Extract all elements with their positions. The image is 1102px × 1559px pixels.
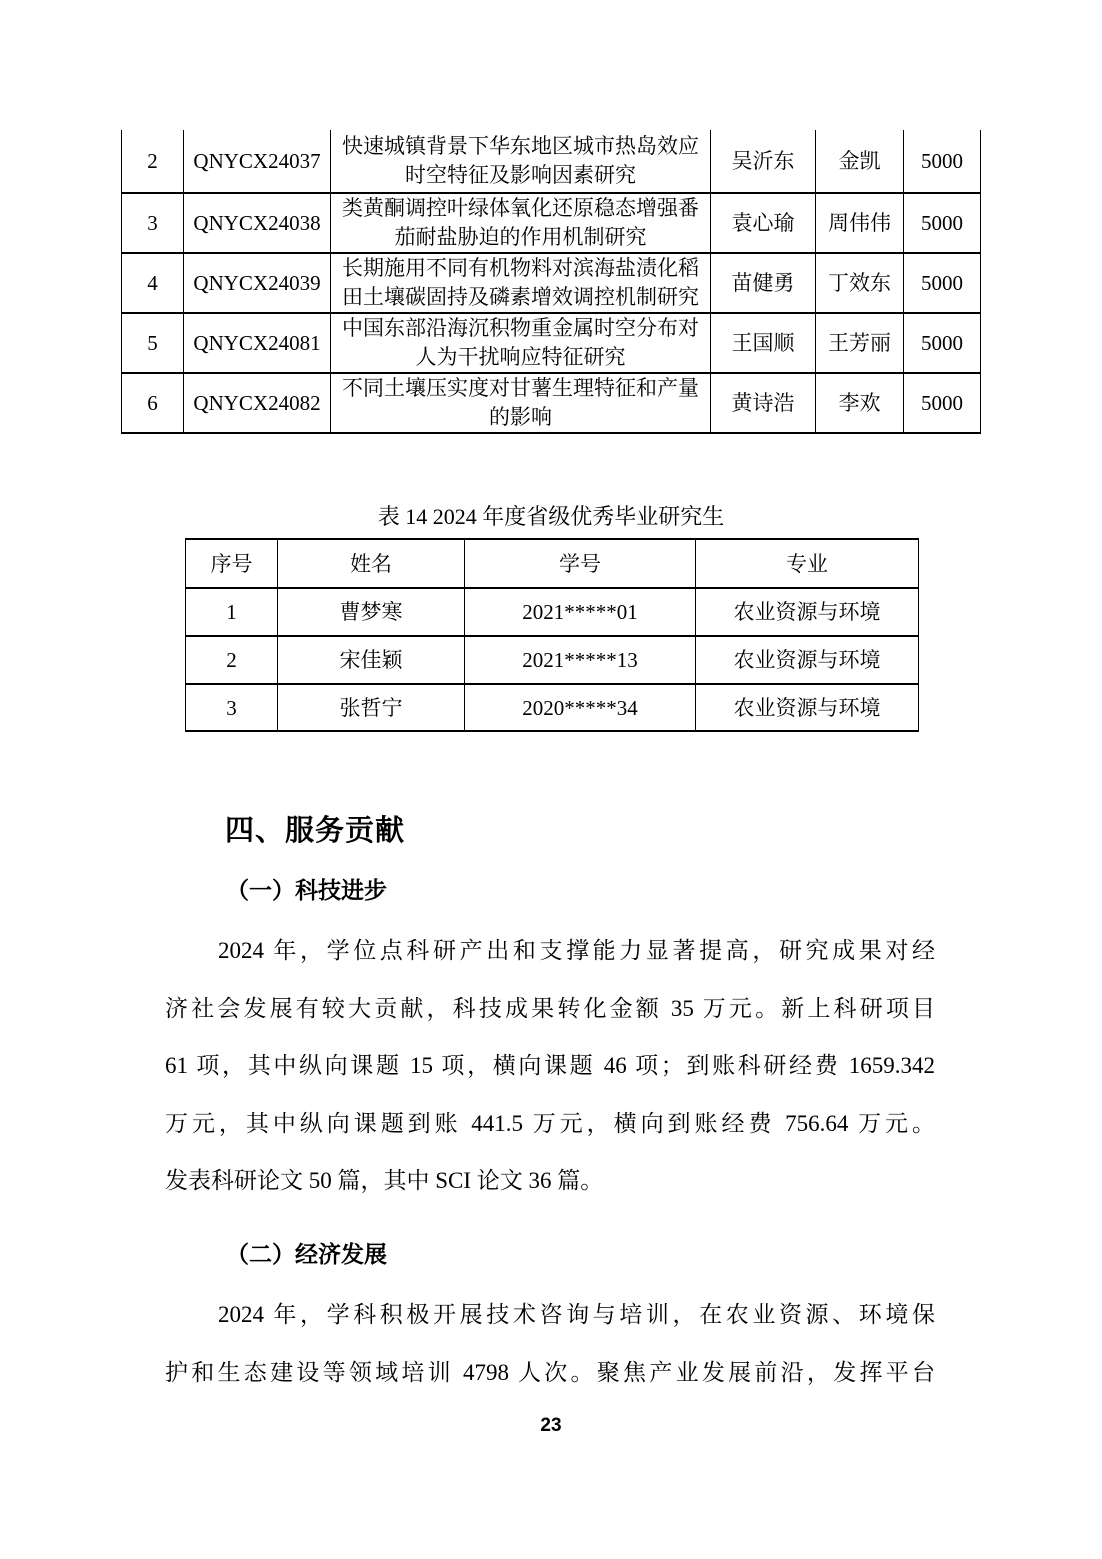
cell-amount: 5000: [904, 130, 981, 193]
cell-amount: 5000: [904, 193, 981, 253]
cell-project-code: QNYCX24082: [184, 373, 331, 433]
paragraph-economic: [165, 1286, 935, 1401]
cell-project-title: 长期施用不同有机物料对滨海盐渍化稻田土壤碳固持及磷素增效调控机制研究: [331, 253, 711, 313]
paragraph-line: 2024 年，学位点科研产出和支撑能力显著提高，研究成果对经: [218, 938, 935, 963]
cell-major: 农业资源与环境: [696, 684, 919, 731]
cell-name1: 王国顺: [711, 313, 816, 373]
cell-name2: 李欢: [816, 373, 904, 433]
paragraph-line: 护和生态建设等领域培训 4798 人次。聚焦产业发展前沿，发挥平台: [165, 1359, 935, 1385]
cell-project-title: 不同土壤压实度对甘薯生理特征和产量的影响: [331, 373, 711, 433]
header-no: 序号: [186, 539, 278, 588]
cell-amount: 5000: [904, 253, 981, 313]
cell-project-code: QNYCX24037: [184, 130, 331, 193]
subsection-heading-sci-tech-progress: （一）科技进步: [226, 877, 387, 903]
cell-name2: 丁效东: [816, 253, 904, 313]
cell-project-title: 类黄酮调控叶绿体氧化还原稳态增强番茄耐盐胁迫的作用机制研究: [331, 193, 711, 253]
header-student-id: 学号: [465, 539, 696, 588]
cell-major: 农业资源与环境: [696, 588, 919, 636]
section-heading-service-contribution: 四、服务贡献: [225, 815, 406, 847]
cell-name1: 袁心瑜: [711, 193, 816, 253]
cell-no: 3: [122, 193, 184, 253]
cell-no: 2: [122, 130, 184, 193]
cell-no: 3: [186, 684, 278, 731]
paragraph-line: 济社会发展有较大贡献，科技成果转化金额 35 万元。新上科研项目: [165, 995, 936, 1021]
cell-project-code: QNYCX24081: [184, 313, 331, 373]
cell-amount: 5000: [904, 313, 981, 373]
paragraph-line: 61 项，其中纵向课题 15 项，横向课题 46 项；到账科研经费 1659.342: [165, 1053, 935, 1078]
paragraph-line: 2024 年，学科积极开展技术咨询与培训，在农业资源、环境保: [218, 1302, 935, 1327]
cell-project-title: 快速城镇背景下华东地区城市热岛效应时空特征及影响因素研究: [331, 130, 711, 193]
table-row: [122, 253, 981, 313]
table-header-row: [186, 539, 919, 588]
funded-projects-table: [121, 130, 981, 434]
cell-no: 4: [122, 253, 184, 313]
table-row: [186, 636, 919, 684]
outstanding-graduates-table: [185, 538, 919, 732]
cell-student-id: 2021*****13: [465, 636, 696, 684]
cell-name: 张哲宁: [278, 684, 465, 731]
paragraph-sci-tech: [165, 922, 935, 1210]
table-row: [186, 588, 919, 636]
paragraph-line: 万元，其中纵向课题到账 441.5 万元，横向到账经费 756.64 万元。: [165, 1110, 935, 1136]
cell-name1: 吴沂东: [711, 130, 816, 193]
cell-name1: 苗健勇: [711, 253, 816, 313]
cell-amount: 5000: [904, 373, 981, 433]
cell-student-id: 2020*****34: [465, 684, 696, 731]
cell-name: 曹梦寒: [278, 588, 465, 636]
table-row: [122, 373, 981, 433]
cell-student-id: 2021*****01: [465, 588, 696, 636]
cell-no: 6: [122, 373, 184, 433]
table-row: [122, 130, 981, 193]
cell-name2: 王芳丽: [816, 313, 904, 373]
table-row: [186, 684, 919, 731]
subsection-heading-economic-development: （二）经济发展: [226, 1241, 387, 1267]
paragraph-line: 发表科研论文 50 篇，其中 SCI 论文 36 篇。: [165, 1168, 604, 1193]
cell-name2: 周伟伟: [816, 193, 904, 253]
table-row: [122, 193, 981, 253]
cell-project-title: 中国东部沿海沉积物重金属时空分布对人为干扰响应特征研究: [331, 313, 711, 373]
cell-name1: 黄诗浩: [711, 373, 816, 433]
cell-project-code: QNYCX24038: [184, 193, 331, 253]
header-name: 姓名: [278, 539, 465, 588]
cell-no: 2: [186, 636, 278, 684]
cell-name2: 金凯: [816, 130, 904, 193]
cell-no: 1: [186, 588, 278, 636]
page-number: 23: [540, 1415, 562, 1436]
table14-caption: 表 14 2024 年度省级优秀毕业研究生: [377, 504, 725, 529]
cell-major: 农业资源与环境: [696, 636, 919, 684]
cell-no: 5: [122, 313, 184, 373]
header-major: 专业: [696, 539, 919, 588]
cell-project-code: QNYCX24039: [184, 253, 331, 313]
cell-name: 宋佳颖: [278, 636, 465, 684]
table-row: [122, 313, 981, 373]
